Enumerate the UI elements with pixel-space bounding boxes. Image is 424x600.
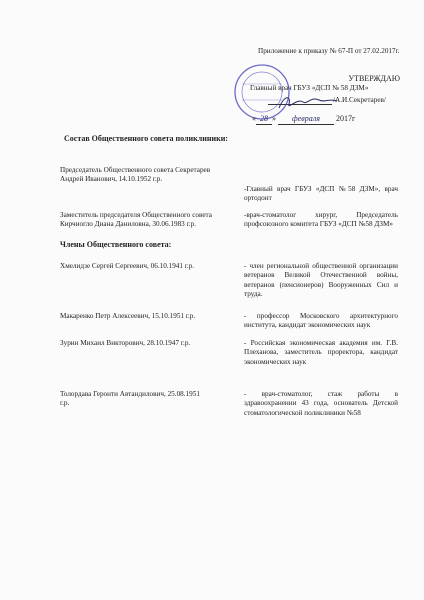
member-description: - Российская экономическая академия им. Г.В. Плеханова, заместитель проректора, кандидат экономических наук bbox=[244, 339, 398, 366]
round-stamp bbox=[232, 62, 292, 122]
approver-title: Главный врач ГБУЗ «ДСП № 58 ДЗМ» bbox=[250, 84, 369, 92]
members-heading: Члены Общественного совета: bbox=[60, 240, 172, 249]
signature-name: /А.И.Секретарев/ bbox=[333, 96, 386, 104]
member-name: Макаренко Петр Алексеевич, 15.10.1951 г.р. bbox=[60, 312, 196, 320]
member-description: - врач-стоматолог, стаж работы в здравоохранении 43 года, основатель Детской стоматологической поликлиники №58 bbox=[244, 390, 398, 417]
member-description: - член региональной общественной организации ветеранов Великой Отечественной войны, ветеранов (пенсионеров) Вооруженных Сил и труда. bbox=[244, 262, 398, 299]
date-month: февраля bbox=[278, 114, 334, 125]
member-name: Зурин Михаил Викторович, 28.10.1947 г.р. bbox=[60, 339, 191, 347]
date-open-quote: « bbox=[252, 114, 256, 123]
member-name: Толордава Геронти Автандилович, 25.08.1951 г.р. bbox=[60, 390, 200, 408]
member-description: - профессор Московского архитектурного института, кандидат экономических наук bbox=[244, 312, 398, 330]
date-close-quote: » bbox=[272, 114, 276, 123]
member-name: Заместитель председателя Общественного совета Кирчиогло Диана Даниловна, 30.06.1983 г.р. bbox=[60, 211, 212, 229]
order-reference: Приложение к приказу № 67-П от 27.02.2017г. bbox=[258, 47, 400, 55]
approval-date bbox=[252, 114, 402, 125]
date-year: 2017г bbox=[336, 114, 356, 123]
member-name: Хмелидзе Сергей Сергеевич, 06.10.1941 г.р. bbox=[60, 262, 195, 270]
document-title: Состав Общественного совета поликлиники: bbox=[64, 134, 228, 143]
member-description: -Главный врач ГБУЗ «ДСП №58 ДЗМ», врач ортодонт bbox=[244, 185, 398, 203]
approve-heading: УТВЕРЖДАЮ bbox=[348, 74, 400, 83]
member-name: Председатель Общественного совета Секретарев Андрей Иванович, 14.10.1952 г.р. bbox=[60, 166, 211, 184]
member-description: -врач-стоматолог хирург, Председатель профсоюзного комитета ГБУЗ «ДСП №58 ДЗМ» bbox=[244, 211, 398, 229]
date-day: 28 bbox=[256, 114, 272, 125]
